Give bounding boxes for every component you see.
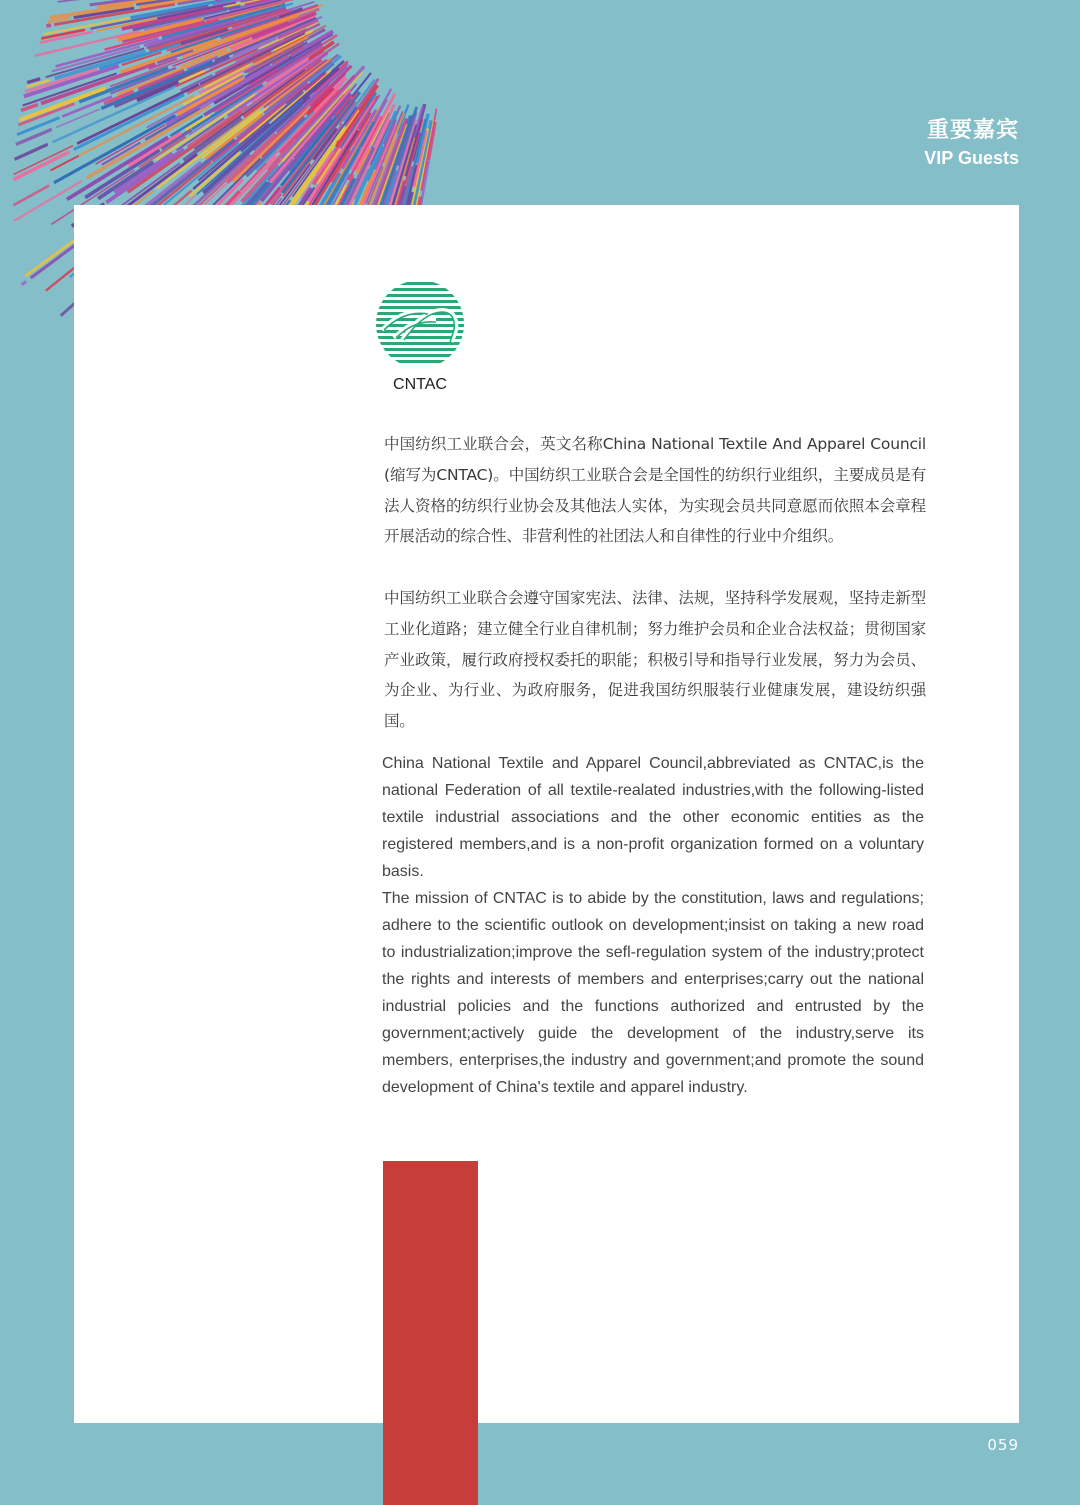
- burst-ray: [27, 79, 40, 83]
- en-paragraph-1: China National Textile and Apparel Council,abbreviated as CNTAC,is the national Federation of all textile-realated industries,with the following-listed textile industrial associations and the other economic entities as the registered members,and is a non-profit organization formed on a voluntary basis.: [382, 755, 924, 880]
- cntac-logo-icon: [372, 280, 468, 372]
- en-paragraph-2: The mission of CNTAC is to abide by the constitution, laws and regulations; adhere to the scientific outlook on development;insist on taking a new road to industrialization;improve the sefl-regulation system of the industry;protect the rights and interests of members and enterprises;carry out the national industrial policies and the functions authorized and entrusted by the government;actively guide the development of the industry,serve its members, enterprises,the industry and government;and promote the sound development of China's textile and apparel industry.: [382, 890, 924, 1096]
- red-accent-bar: [383, 1161, 478, 1505]
- logo-wordmark: CNTAC: [393, 376, 447, 393]
- cntac-logo: [372, 280, 468, 400]
- page-number: 059: [987, 1436, 1019, 1454]
- section-header: [924, 116, 1019, 170]
- section-title-en: VIP Guests: [924, 148, 1019, 168]
- burst-ray: [14, 146, 73, 175]
- burst-ray: [46, 25, 51, 26]
- burst-ray: [15, 144, 48, 159]
- cn-paragraph-2: 中国纺织工业联合会遵守国家宪法、法律、法规，坚持科学发展观，坚持走新型工业化道路；建立健全行业自律机制；努力维护会员和企业合法权益；贯彻国家产业政策，履行政府授权委托的职能；积极引导和指导行业发展，努力为会员、为企业、为行业、为政府服务，促进我国纺织服装行业健康发展，建设纺织强国。: [384, 589, 926, 731]
- cn-paragraph-1: 中国纺织工业联合会，英文名称China National Textile And Apparel Council (缩写为CNTAC)。中国纺织工业联合会是全国性的纺织行业组织，主要成员是有法人资格的纺织行业协会及其他法人实体，为实现会员共同意愿而依照本会章程开展活动的综合性、非营利性的社团法人和自律性的行业中介组织。: [384, 435, 926, 546]
- burst-ray: [22, 281, 27, 285]
- section-title-cn: 重要嘉宾: [926, 118, 1019, 143]
